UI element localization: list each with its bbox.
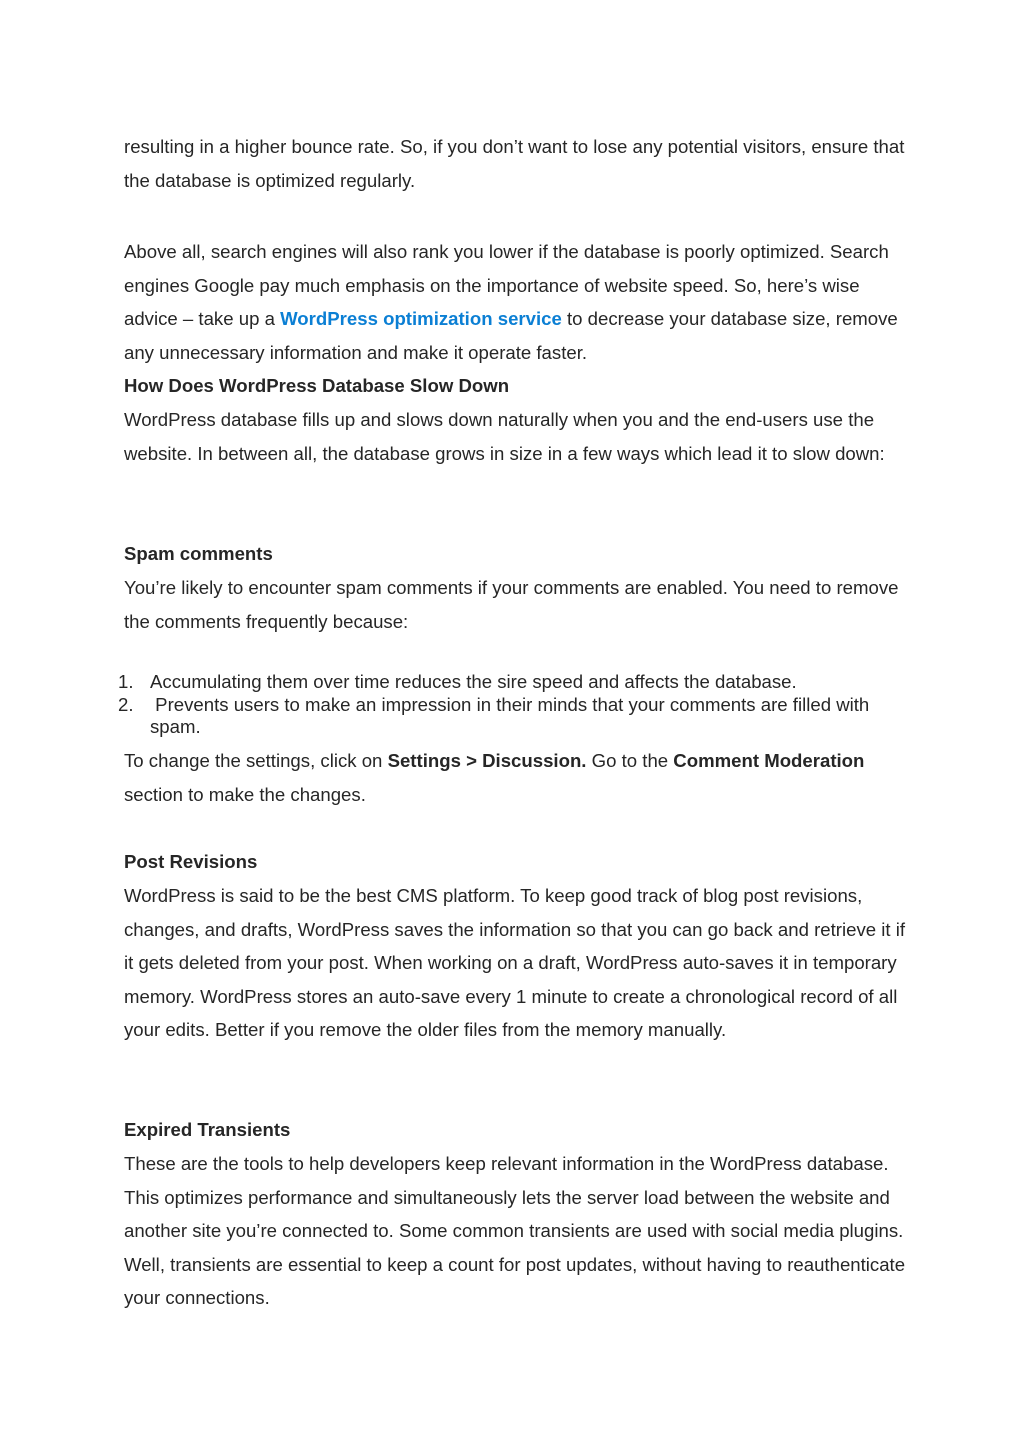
paragraph-settings (124, 744, 914, 811)
paragraph-text: WordPress database fills up and slows down naturally when you and the end-users use the website. In between all, the database grows in size in a few ways which lead it to slow down: (124, 409, 885, 464)
list-item-text: Prevents users to make an impression in their minds that your comments are filled with spam. (150, 693, 875, 737)
paragraph-text: You’re likely to encounter spam comments if your comments are enabled. You need to remove the comments frequently because: (124, 577, 899, 632)
paragraph-text (124, 744, 914, 811)
settings-discussion-path: Settings > Discussion. (387, 750, 587, 771)
paragraph-text (124, 235, 914, 369)
heading-expired-transients: Expired Transients (124, 1119, 291, 1140)
paragraph-text: These are the tools to help developers keep relevant information in the WordPress database. This optimizes performance and simultaneously lets the server load between the website and another site you’re connected to. Some common transients are used with social media plugins. Well, transients are essential to keep a count for post updates, without having to reauthenticate your connections. (124, 1153, 906, 1309)
list-item (118, 671, 908, 694)
paragraph-text: WordPress is said to be the best CMS platform. To keep good track of blog post revisions, changes, and drafts, WordPress saves the information so that you can go back and retrieve it if it gets deleted from your post. When working on a draft, WordPress auto-saves it in temporary memory. WordPress stores an auto-save every 1 minute to create a chronological record of all your edits. Better if you remove the older files from the memory manually. (124, 885, 906, 1041)
text-span: Above all, search engines will also rank you lower if the database is poorly optimized. Search engines Google pay much emphasis on the importance of website speed. So, here’s wise advice – take up a (124, 241, 889, 330)
list-item-text: Accumulating them over time reduces the sire speed and affects the database. (150, 671, 797, 692)
spam-reasons-list (118, 671, 908, 739)
paragraph-revisions (124, 879, 914, 1047)
text-span: to decrease your database size, remove any unnecessary information and make it operate faster. (124, 308, 898, 363)
heading-spam-comments: Spam comments (124, 543, 273, 564)
list-item (118, 694, 908, 739)
paragraph-text: resulting in a higher bounce rate. So, if you don’t want to lose any potential visitors, ensure that the database is optimized regularly. (124, 136, 905, 191)
paragraph-search-engines (124, 235, 914, 369)
paragraph-spam (124, 571, 914, 638)
list-number: 2. (118, 693, 134, 715)
wordpress-optimization-link[interactable]: WordPress optimization service (280, 308, 562, 330)
list-number: 1. (118, 671, 134, 692)
comment-moderation-label: Comment Moderation (673, 750, 865, 771)
text-span: To change the settings, click on (124, 750, 388, 771)
paragraph-bounce-rate (124, 130, 914, 197)
heading-post-revisions: Post Revisions (124, 851, 258, 872)
text-span: Go to the (586, 750, 674, 771)
text-span: section to make the changes. (124, 783, 366, 805)
heading-slowdown: How Does WordPress Database Slow Down (124, 375, 510, 396)
paragraph-transients (124, 1147, 914, 1315)
paragraph-slowdown (124, 403, 914, 470)
